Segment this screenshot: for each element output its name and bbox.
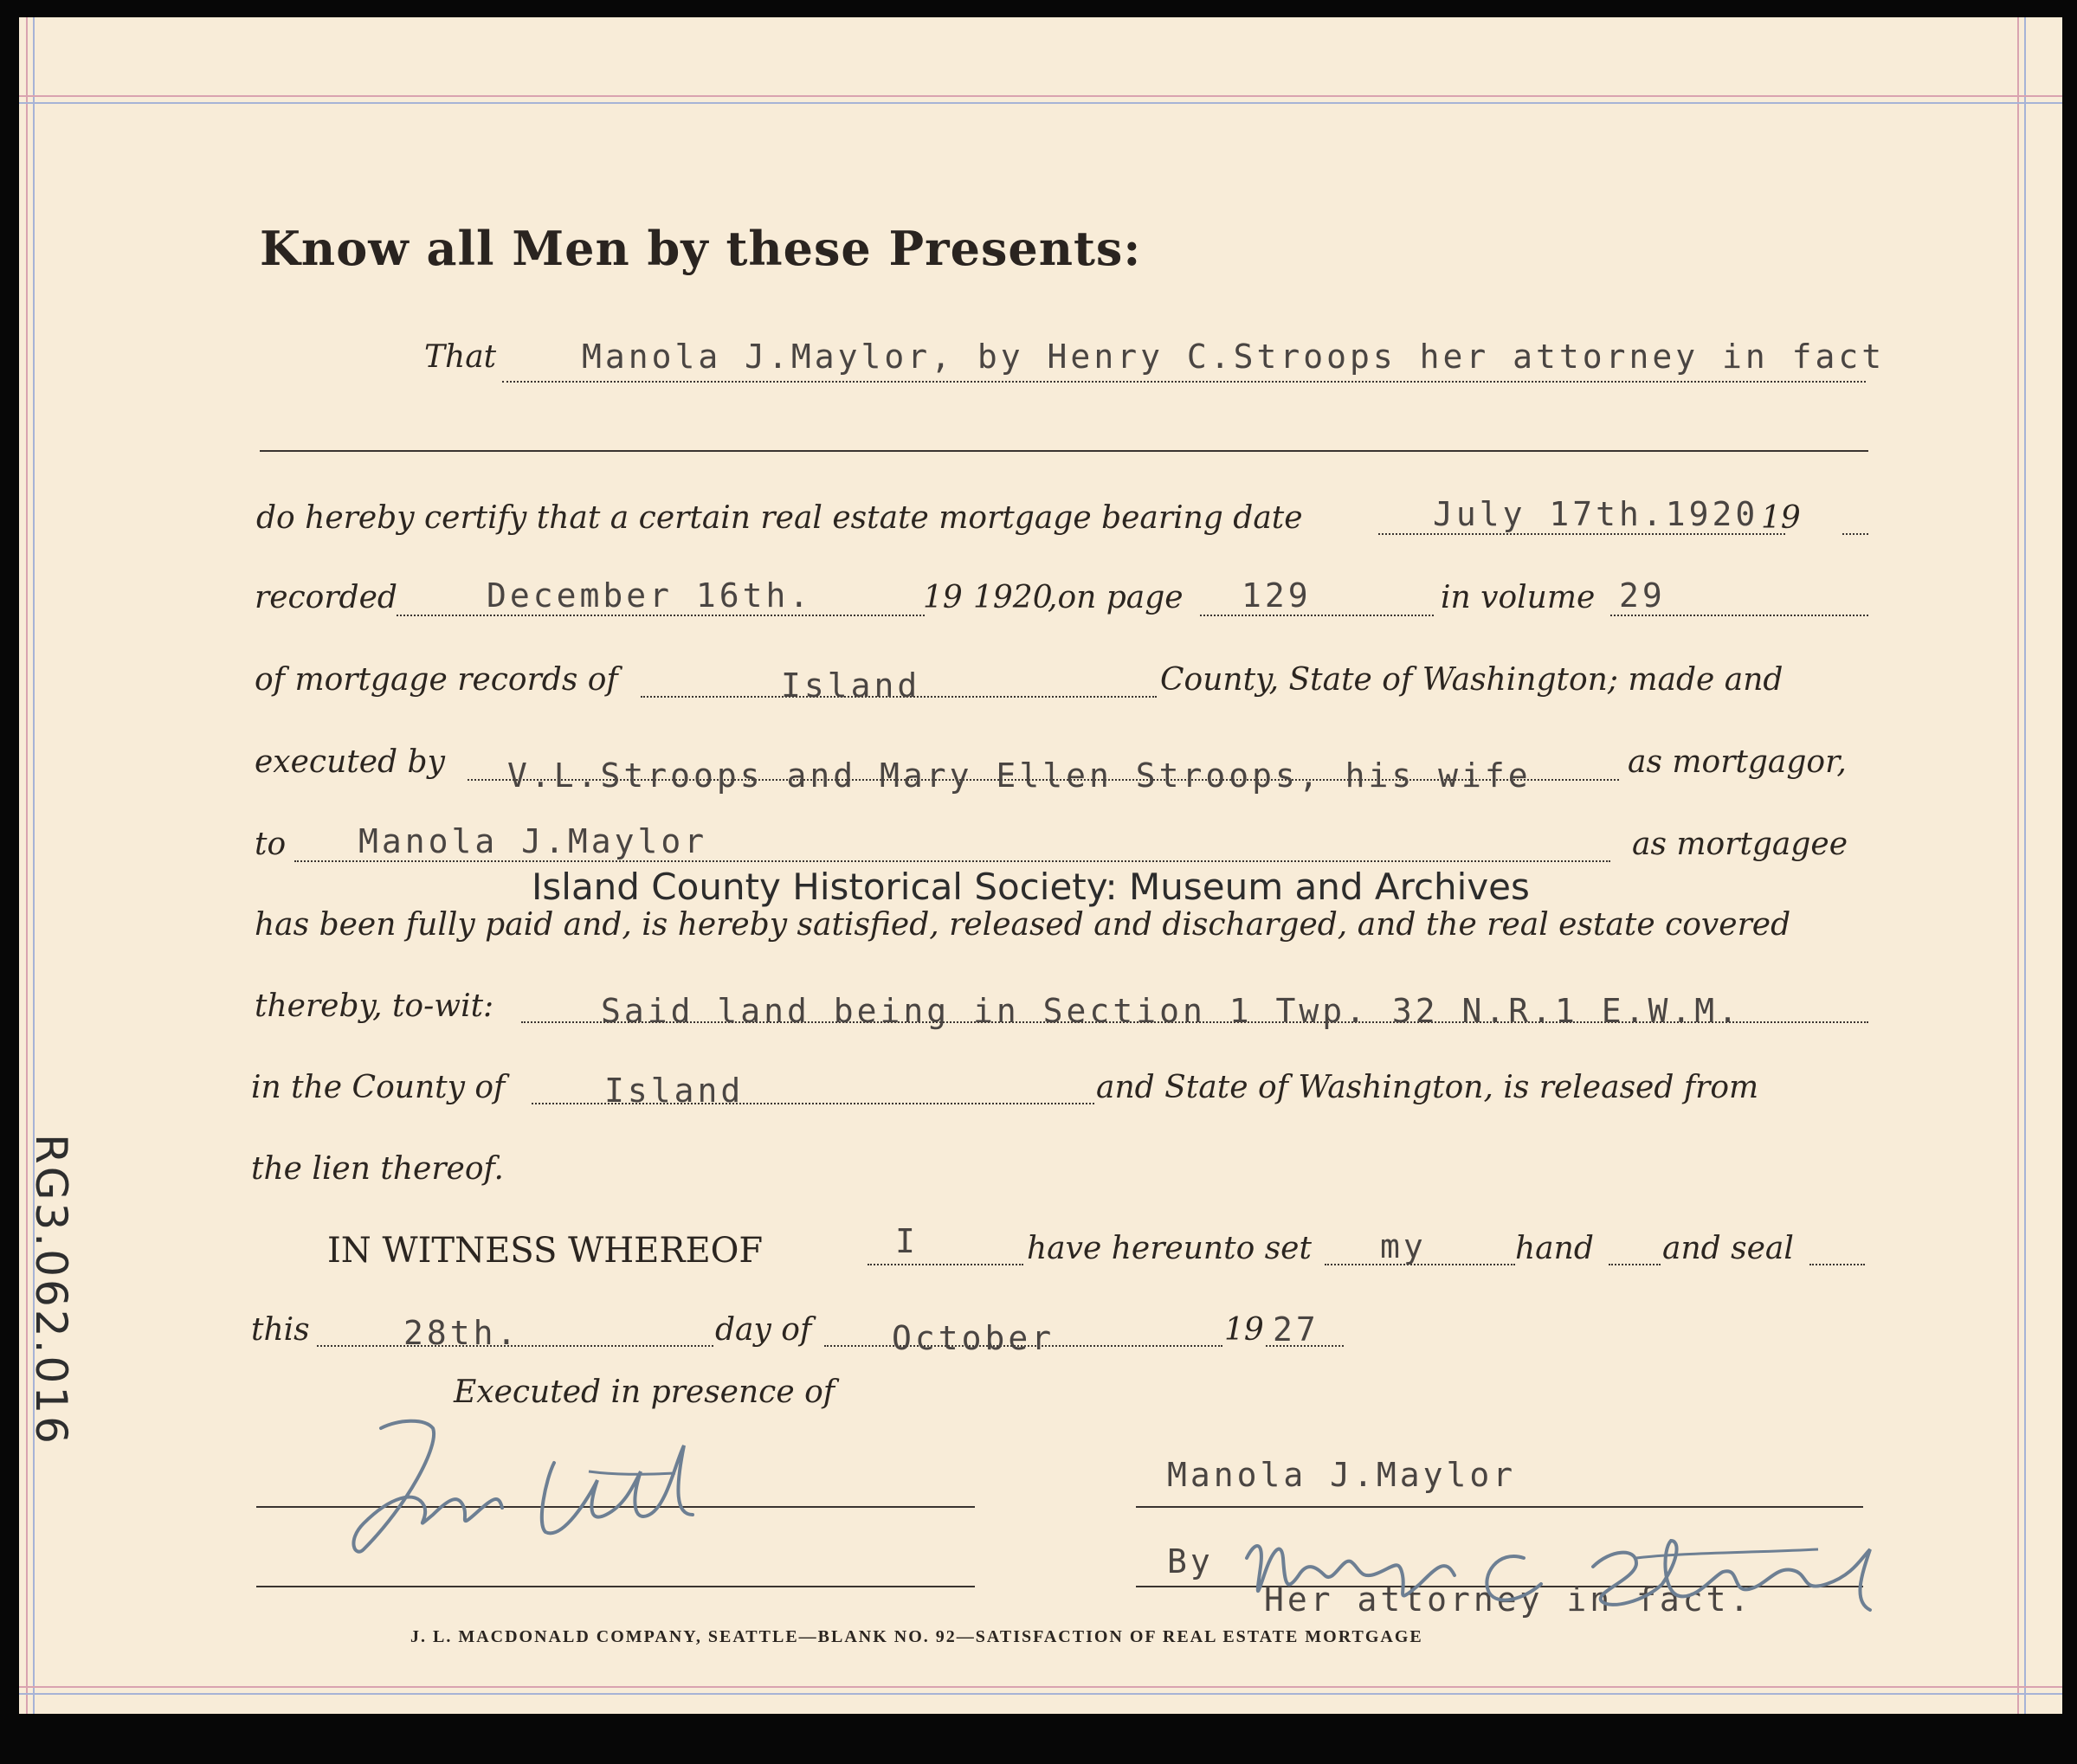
signer-name: Manola J.Maylor — [1167, 1456, 1517, 1494]
volume-label: in volume — [1441, 580, 1596, 615]
mortgage-date: July 17th.1920 — [1433, 495, 1759, 533]
released-text: and State of Washington, is released from — [1096, 1070, 1759, 1105]
mortgagee-line — [294, 860, 1610, 862]
that-label: That — [424, 339, 497, 375]
recorded-label: recorded — [255, 580, 397, 615]
archive-watermark: Island County Historical Society: Museum and Archives — [532, 866, 1530, 908]
recorded-date-line — [397, 615, 925, 616]
year-suffix: 27 — [1273, 1310, 1319, 1349]
day-value: 28th. — [403, 1314, 520, 1352]
year-prefix-1: 19 — [1761, 500, 1801, 536]
page-number-line — [1200, 615, 1434, 616]
signer-line — [1136, 1506, 1863, 1508]
year-prefix-2: 19 — [923, 580, 963, 615]
month-value: October — [892, 1319, 1055, 1357]
form-footer: J. L. MACDONALD COMPANY, SEATTLE—BLANK NO. 92—SATISFACTION OF REAL ESTATE MORTGAGE — [410, 1627, 1423, 1646]
volume-line — [1610, 615, 1868, 616]
page-label: ,on page — [1048, 580, 1184, 615]
witness-pronoun: I — [895, 1222, 919, 1260]
top-margin-rule-blue — [19, 102, 2062, 104]
bottom-margin-rule-blue — [19, 1693, 2062, 1695]
hand-line — [1609, 1264, 1661, 1265]
witness-label: IN WITNESS WHEREOF — [327, 1231, 764, 1271]
records-label: of mortgage records of — [255, 662, 618, 698]
volume-number: 29 — [1619, 576, 1666, 615]
executed-label: executed by — [255, 744, 445, 780]
attorney-label: Her attorney in fact. — [1264, 1581, 1753, 1619]
left-margin-rule — [26, 17, 28, 1714]
bottom-margin-rule — [19, 1686, 2062, 1688]
witness-pronoun-line — [868, 1264, 1023, 1265]
county-of-label: in the County of — [251, 1070, 506, 1105]
mortgagor-names: V.L.Stroops and Mary Ellen Stroops, his wife — [507, 756, 1532, 795]
county-state-text: County, State of Washington; made and — [1160, 662, 1784, 698]
witness-possessive: my — [1380, 1227, 1427, 1265]
attorney-signature — [1229, 1523, 1913, 1619]
lien-text: the lien thereof. — [251, 1151, 504, 1187]
recorded-year: 1920 — [973, 580, 1053, 615]
paid-text: has been fully paid and, is hereby satisfied, released and discharged, and the real estate covered — [255, 907, 1791, 943]
grantor-line — [502, 381, 1866, 383]
year-line-1 — [1842, 533, 1868, 535]
mortgagee-label: as mortgagee — [1632, 827, 1848, 862]
blank-line — [260, 450, 1868, 452]
certify-text: do hereby certify that a certain real estate mortgage bearing date — [256, 500, 1303, 536]
to-label: to — [255, 827, 287, 862]
witness-signature — [329, 1411, 727, 1567]
grantor-name: Manola J.Maylor, by Henry C.Stroops her attorney in fact — [582, 338, 1886, 376]
by-label: By — [1167, 1542, 1214, 1581]
records-county: Island — [781, 666, 921, 705]
executed-presence-label: Executed in presence of — [454, 1375, 835, 1410]
page-number: 129 — [1242, 576, 1312, 615]
mortgagor-label: as mortgagor, — [1628, 744, 1847, 780]
recorded-date: December 16th. — [487, 576, 813, 615]
witness-signature-line-2 — [256, 1586, 975, 1587]
thereby-label: thereby, to-wit: — [255, 988, 494, 1024]
year-prefix-3: 19 — [1224, 1312, 1264, 1348]
document-heading: Know all Men by these Presents: — [260, 221, 1142, 276]
hand-label: hand — [1515, 1231, 1594, 1266]
right-margin-rule — [2017, 17, 2019, 1714]
seal-label: and seal — [1662, 1231, 1794, 1266]
legal-description: Said land being in Section 1 Twp. 32 N.R.1 E.W.M. — [601, 992, 1742, 1030]
left-margin-rule-blue — [33, 17, 35, 1714]
mortgagee-name: Manola J.Maylor — [358, 822, 708, 860]
top-margin-rule — [19, 95, 2062, 97]
property-county: Island — [604, 1072, 745, 1110]
archive-id-label: RG3.062.016 — [26, 1134, 76, 1446]
this-label: this — [251, 1312, 310, 1348]
mortgage-date-line — [1378, 533, 1785, 535]
hereunto-label: have hereunto set — [1027, 1231, 1312, 1266]
right-margin-rule-blue — [2024, 17, 2026, 1714]
seal-line — [1809, 1264, 1865, 1265]
day-of-label: day of — [715, 1312, 812, 1348]
